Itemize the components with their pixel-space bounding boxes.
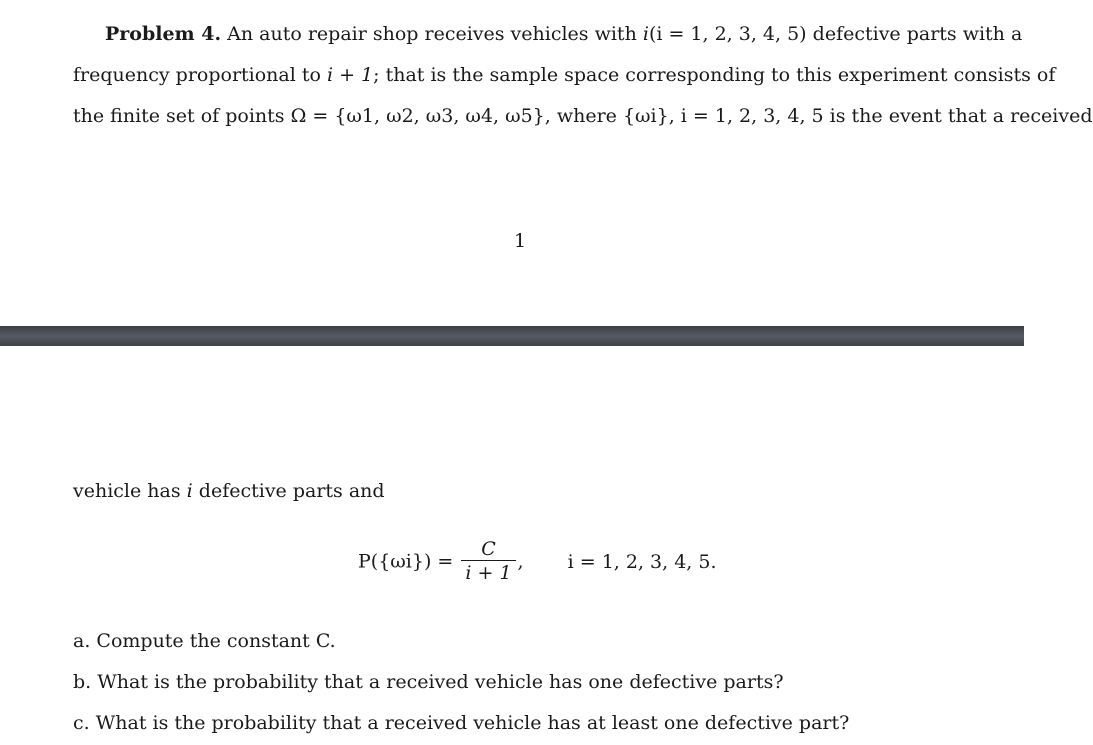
equation-lhs: P({ωi}) = xyxy=(358,550,454,573)
equation-fraction xyxy=(461,538,515,585)
fraction-numerator: C xyxy=(481,538,496,560)
continuation-tail: defective parts and xyxy=(198,480,385,502)
math-omega-set: Ω = {ω1, ω2, ω3, ω4, ω5} xyxy=(290,105,545,127)
question-c: c. What is the probability that a received vehicle has at least one defective part? xyxy=(73,712,850,734)
page-divider xyxy=(0,326,1024,346)
question-a: a. Compute the constant C. xyxy=(73,630,336,652)
problem-line-3 xyxy=(73,104,1093,128)
problem-line-1 xyxy=(105,22,1023,46)
equation-comma: , xyxy=(517,550,524,573)
problem-line-1-tail: defective parts with a xyxy=(812,23,1023,45)
problem-line-2-head: frequency proportional to xyxy=(73,64,321,86)
math-i-plus-1: i + 1 xyxy=(326,64,374,86)
problem-line-2-tail: ; that is the sample space corresponding to this experiment consists of xyxy=(373,64,1056,86)
continuation-head: vehicle has xyxy=(73,480,181,502)
problem-line-1-text: An auto repair shop receives vehicles with xyxy=(227,23,637,45)
probability-equation xyxy=(358,538,717,592)
problem-line-3-mid: , where xyxy=(544,105,617,127)
math-range: (i = 1, 2, 3, 4, 5) xyxy=(648,23,807,45)
problem-heading: Problem 4. xyxy=(105,23,222,45)
page-top xyxy=(0,0,1024,326)
math-i-2: i xyxy=(186,480,193,502)
problem-line-3-tail: is the event that a received xyxy=(829,105,1093,127)
problem-line-2 xyxy=(73,63,1056,87)
fraction-denominator: i + 1 xyxy=(461,560,515,585)
continuation-line xyxy=(73,479,385,503)
equation-range: i = 1, 2, 3, 4, 5. xyxy=(567,550,717,573)
math-event-set: {ωi}, i = 1, 2, 3, 4, 5 xyxy=(622,105,824,127)
page-number: 1 xyxy=(513,230,527,252)
math-i: i xyxy=(642,23,649,45)
problem-line-3-head: the finite set of points xyxy=(73,105,285,127)
question-b: b. What is the probability that a received vehicle has one defective parts? xyxy=(73,671,784,693)
